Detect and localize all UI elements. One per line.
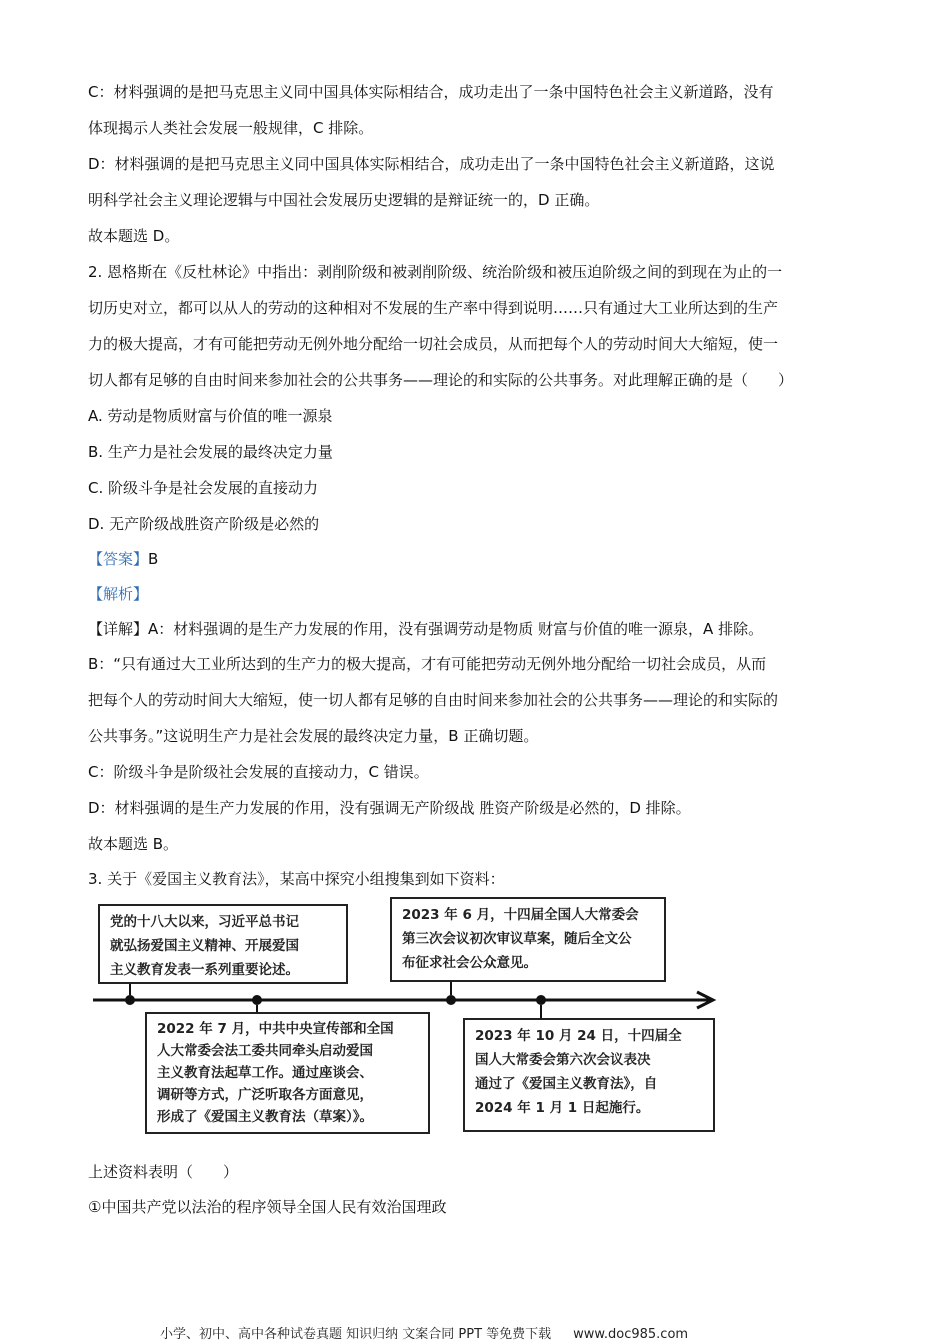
text-line: 上述资料表明（ ）	[88, 1163, 239, 1181]
answer-value: B	[148, 550, 159, 568]
detail-line	[88, 619, 763, 639]
answer-tag: 【答案】	[88, 550, 149, 568]
text-line: 切历史对立，都可以从人的劳动的这种相对不发展的生产率中得到说明……只有通过大工业所达到的生产	[88, 299, 779, 317]
timeline-box-2: 2023 年 6 月，十四届全国人大常委会 第三次会议初次审议草案，随后全文公 布征求社会公众意见。	[390, 897, 666, 982]
detail-tag: 【详解】	[88, 620, 149, 638]
option-b: B. 生产力是社会发展的最终决定力量	[88, 443, 333, 461]
text-line: B：“只有通过大工业所达到的生产力的极大提高，才有可能把劳动无例外地分配给一切社会成员，从而	[88, 655, 767, 673]
timeline-node	[252, 995, 262, 1005]
text-line: 力的极大提高，才有可能把劳动无例外地分配给一切社会成员，从而把每个人的劳动时间大大缩短，使一	[88, 335, 779, 353]
answer-line	[88, 549, 158, 569]
text-line: 明科学社会主义理论逻辑与中国社会发展历史逻辑的是辩证统一的，D 正确。	[88, 191, 600, 209]
analysis-tag: 【解析】	[88, 585, 149, 603]
question-3-stem: 3. 关于《爱国主义教育法》，某高中探究小组搜集到如下资料：	[88, 870, 505, 888]
detail-text: A：材料强调的是生产力发展的作用，没有强调劳动是物质 财富与价值的唯一源泉，A 排除。	[148, 620, 764, 638]
timeline-node	[536, 995, 546, 1005]
option-c: C. 阶级斗争是社会发展的直接动力	[88, 479, 319, 497]
footer-url[interactable]: www.doc985.com	[573, 1327, 689, 1342]
text-line: 公共事务。”这说明生产力是社会发展的最终决定力量，B 正确切题。	[88, 727, 539, 745]
timeline-box-1: 党的十八大以来，习近平总书记 就弘扬爱国主义精神、开展爱国 主义教育发表一系列重要论述。	[98, 904, 348, 984]
timeline-box-3: 2022 年 7 月，中共中央宣传部和全国 人大常委会法工委共同牵头启动爱国 主义教育法起草工作。通过座谈会、 调研等方式，广泛听取各方面意见， 形成了《爱国主义教育法（草案）》。	[145, 1012, 430, 1134]
text-line: 切人都有足够的自由时间来参加社会的公共事务——理论的和实际的公共事务。对此理解正确的是（ ）	[88, 371, 794, 389]
option-a: A. 劳动是物质财富与价值的唯一源泉	[88, 407, 333, 425]
text-line: D：材料强调的是把马克思主义同中国具体实际相结合，成功走出了一条中国特色社会主义新道路，这说	[88, 155, 775, 173]
timeline-figure	[85, 892, 725, 1137]
text-line: 故本题选 B。	[88, 835, 179, 853]
statement-1: ①中国共产党以法治的程序领导全国人民有效治国理政	[88, 1198, 447, 1216]
text-line: 体现揭示人类社会发展一般规律，C 排除。	[88, 119, 374, 137]
text-line: 把每个人的劳动时间大大缩短，使一切人都有足够的自由时间来参加社会的公共事务——理论的和实际的	[88, 691, 779, 709]
text-line: 故本题选 D。	[88, 227, 180, 245]
page-footer	[160, 1323, 688, 1342]
timeline-node	[446, 995, 456, 1005]
text-line: C：材料强调的是把马克思主义同中国具体实际相结合，成功走出了一条中国特色社会主义新道路，没有	[88, 83, 774, 101]
question-2-stem: 2. 恩格斯在《反杜林论》中指出：剥削阶级和被剥削阶级、统治阶级和被压迫阶级之间的到现在为止的一	[88, 263, 783, 281]
footer-text: 小学、初中、高中各种试卷真题 知识归纳 文案合同 PPT 等免费下载	[160, 1327, 552, 1342]
text-line: D：材料强调的是生产力发展的作用，没有强调无产阶级战 胜资产阶级是必然的，D 排除。	[88, 799, 691, 817]
text-line: C：阶级斗争是阶级社会发展的直接动力，C 错误。	[88, 763, 429, 781]
timeline-box-4: 2023 年 10 月 24 日，十四届全 国人大常委会第六次会议表决 通过了《爱国主义教育法》，自 2024 年 1 月 1 日起施行。	[463, 1018, 715, 1132]
option-d: D. 无产阶级战胜资产阶级是必然的	[88, 515, 320, 533]
timeline-node	[125, 995, 135, 1005]
